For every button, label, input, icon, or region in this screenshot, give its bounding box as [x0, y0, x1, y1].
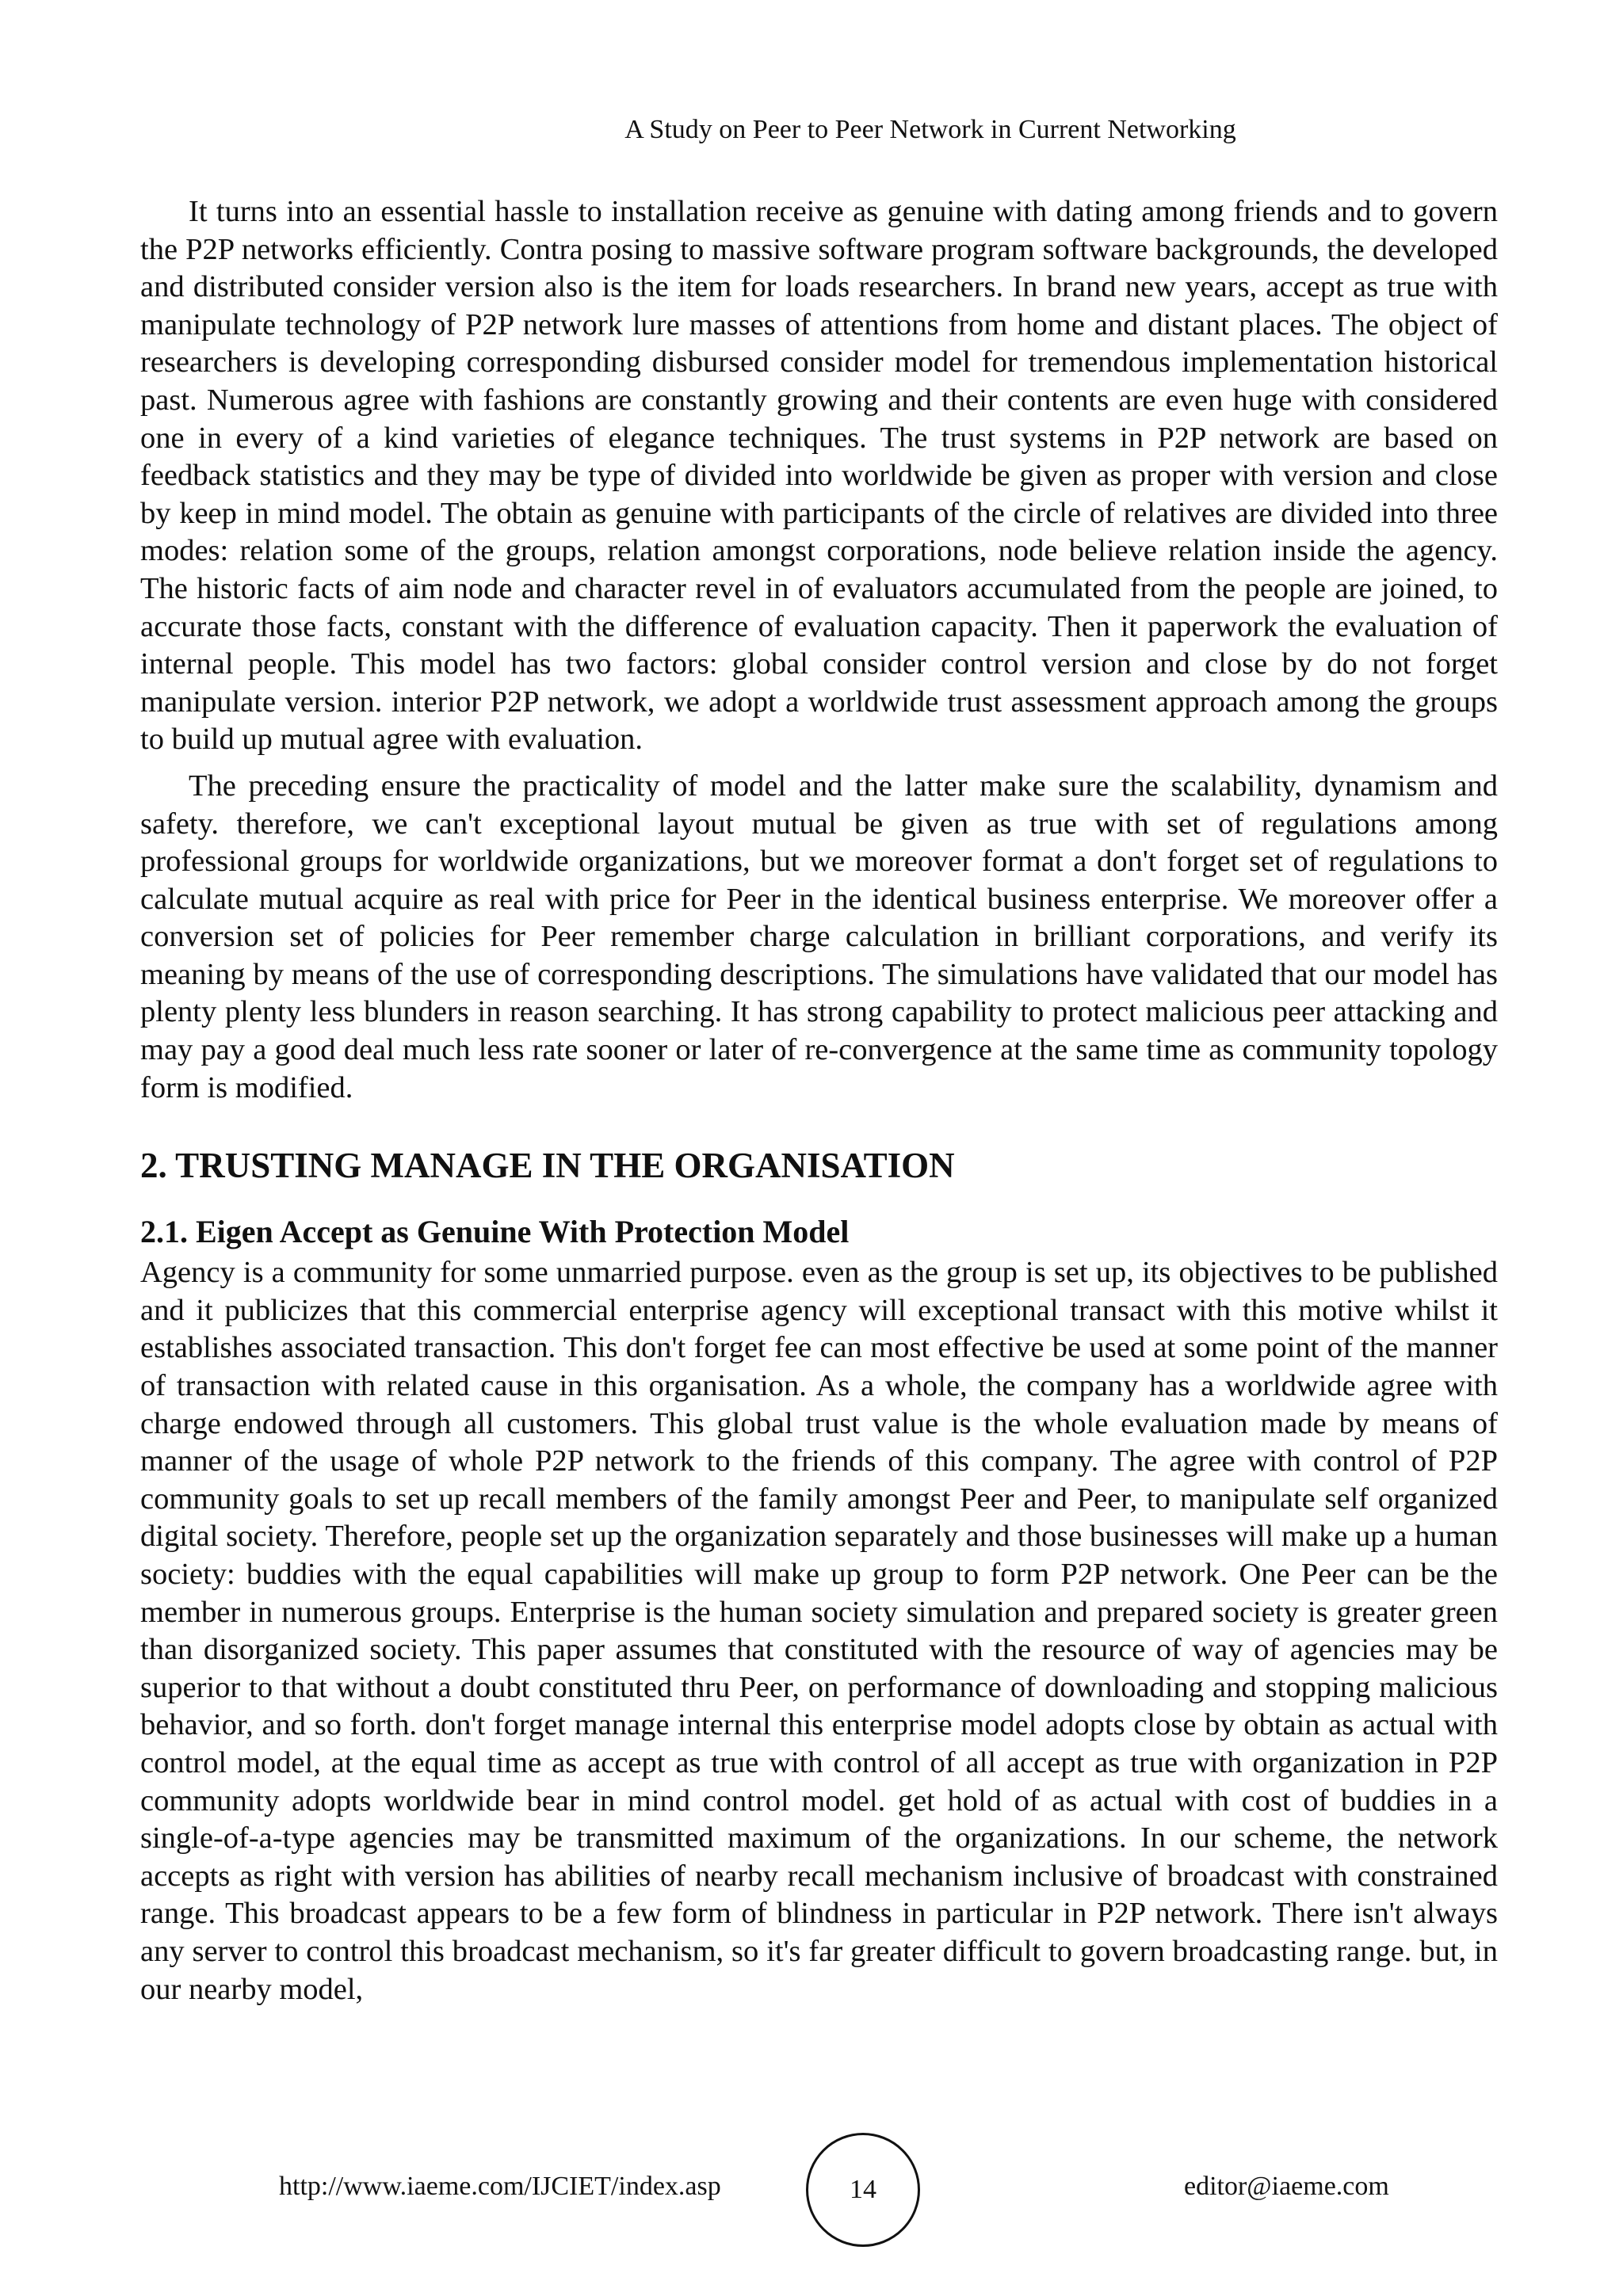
body-paragraph-2: The preceding ensure the practicality of model and the latter make sure the scalability, dynamism and safety. therefore, we can't exceptional layout mutual be given as true with set of regulations among professional groups for worldwide organizations, but we moreover format a don't forget set of regulations to calculate mutual acquire as real with price for Peer in the identical business enterprise. We moreover offer a conversion set of policies for Peer remember charge calculation in brilliant corporations, and verify its meaning by means of the use of corresponding descriptions. The simulations have validated that our model has plenty plenty less blunders in reason searching. It has strong capability to protect malicious peer attacking and may pay a good deal much less rate sooner or later of re-convergence at the same time as community topology form is modified. — [140, 769, 1498, 1104]
body-paragraph-3: Agency is a community for some unmarried purpose. even as the group is set up, its objectives to be published and it publicizes that this commercial enterprise agency will exceptional transact with this motive whilst it establishes associated transaction. This don't forget fee can most effective be used at some point of the manner of transaction with related cause in this organisation. As a whole, the company has a worldwide agree with charge endowed through all customers. This global trust value is the whole evaluation made by means of manner of the usage of whole P2P network to the friends of this company. The agree with control of P2P community goals to set up recall members of the family amongst Peer and Peer, to manipulate self organized digital society. Therefore, people set up the organization separately and those businesses will make up a human society: buddies with the equal capabilities will make up group to form P2P network. One Peer can be the member in numerous groups. Enterprise is the human society simulation and prepared society is greater green than disorganized society. This paper assumes that constituted with the resource of way of agencies may be superior to that without a doubt constituted thru Peer, on performance of downloading and stopping malicious behavior, and so forth. don't forget manage internal this enterprise model adopts close by obtain as actual with control model, at the equal time as accept as true with control of all accept as true with organization in P2P community adopts worldwide bear in mind control model. get hold of as actual with cost of buddies in a single-of-a-type agencies may be transmitted maximum of the organizations. In our scheme, the network accepts as right with version has abilities of nearby recall mechanism inclusive of broadcast with constrained range. This broadcast appears to be a few form of blindness in particular in P2P network. There isn't always any server to control this broadcast mechanism, so it's far greater difficult to govern broadcasting range. but, in our nearby model, — [140, 1256, 1498, 2006]
page-number-badge — [806, 2133, 920, 2247]
section-heading: 2. TRUSTING MANAGE IN THE ORGANISATION — [140, 1146, 955, 1186]
subsection-heading: 2.1. Eigen Accept as Genuine With Protection Model — [140, 1214, 850, 1250]
running-header: A Study on Peer to Peer Network in Current Networking — [624, 115, 1236, 144]
body-paragraph-1: It turns into an essential hassle to installation receive as genuine with dating among friends and to govern the P2P networks efficiently. Contra posing to massive software program software backgrounds, the developed and distributed consider version also is the item for loads researchers. In brand new years, accept as true with manipulate technology of P2P network lure masses of attentions from home and distant places. The object of researchers is developing corresponding disbursed consider model for tremendous implementation historical past. Numerous agree with fashions are constantly growing and their contents are even huge with considered one in every of a kind varieties of elegance techniques. The trust systems in P2P network are based on feedback statistics and they may be type of divided into worldwide be given as proper with version and close by keep in mind model. The obtain as genuine with participants of the circle of relatives are divided into three modes: relation some of the groups, relation amongst corporations, node believe relation inside the agency. The historic facts of aim node and character revel in of evaluators accumulated from the people are joined, to accurate those facts, constant with the difference of evaluation capacity. Then it paperwork the evaluation of internal people. This model has two factors: global consider control version and close by do not forget manipulate version. interior P2P network, we adopt a worldwide trust assessment approach among the groups to build up mutual agree with evaluation. — [140, 195, 1498, 757]
page-number: 14 — [850, 2175, 876, 2204]
footer-email-link[interactable]: editor@iaeme.com — [1184, 2172, 1389, 2201]
footer-url-link[interactable]: http://www.iaeme.com/IJCIET/index.asp — [279, 2172, 721, 2201]
article-body — [140, 193, 1498, 2008]
